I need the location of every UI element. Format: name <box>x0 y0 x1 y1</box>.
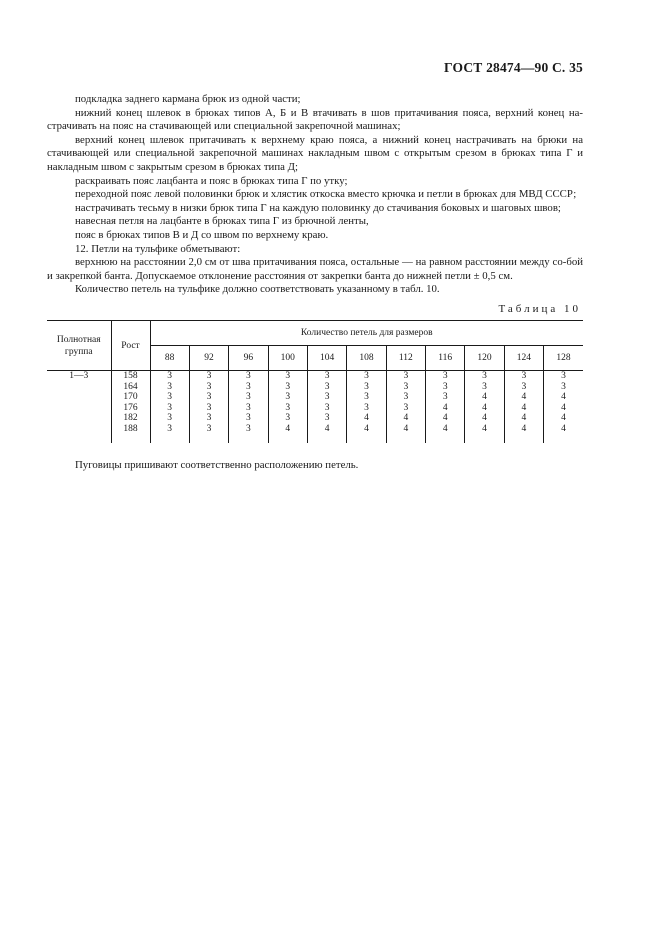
cell-value: 3 <box>167 402 173 413</box>
cell-value: 3 <box>167 371 173 381</box>
paragraph: нижний конец шлевок в брюках типов А, Б и В втачивать в шов притачивания пояса, верхний конец на-страчивать на пояс на стачивающей или специальной закрепочной машинах; <box>47 106 583 133</box>
table-cell <box>268 371 307 444</box>
cell-value: 4 <box>403 423 409 434</box>
cell-value: 3 <box>324 392 330 403</box>
table-row <box>47 371 583 444</box>
table-cell <box>386 371 425 444</box>
cell-value: 3 <box>206 392 212 403</box>
cell-value: 3 <box>561 371 566 381</box>
table-cell <box>229 371 268 444</box>
size-header: 104 <box>307 346 346 371</box>
cell-value: 3 <box>521 381 527 392</box>
paragraph: навесная петля на лацбанте в брюках типа Г из брючной ленты, <box>75 215 369 228</box>
cell-value: 3 <box>324 371 330 381</box>
table-cell <box>504 371 543 444</box>
cell-value: 3 <box>246 371 251 381</box>
paragraph: раскраивать пояс лацбанта и пояс в брюках типа Г по утку; <box>75 174 348 187</box>
cell-value: 3 <box>206 381 212 392</box>
cell-value: 3 <box>364 392 369 403</box>
cell-value: 3 <box>285 392 291 403</box>
paragraph: настрачивать тесьму в низки брюк типа Г на каждую половинку до стачивания боковых и шаговых швов; <box>75 201 561 214</box>
cell-value: 3 <box>246 381 251 392</box>
size-header: 124 <box>504 346 543 371</box>
paragraph: верхний конец шлевок притачивать к верхнему краю пояса, а нижний конец настрачивать на брюки на стачивающей или специальной закрепочной машинах накладным швом с открытым срезом в брюках типа Г и накладным швом с закрытым срезом в брюках типа Д; <box>47 133 583 173</box>
cell-value: 4 <box>482 423 487 434</box>
cell-value: 3 <box>442 381 448 392</box>
table-cell <box>189 371 228 444</box>
cell-value: 4 <box>521 392 527 403</box>
paragraph: Пуговицы пришивают соответственно расположению петель. <box>75 459 359 471</box>
paragraph: Количество петель на тульфике должно соответствовать указанному в табл. 10. <box>75 283 440 296</box>
cell-value: 3 <box>521 371 527 381</box>
cell-value: 4 <box>482 392 487 403</box>
size-header: 108 <box>347 346 386 371</box>
table-caption: Таблица 10 <box>498 303 581 315</box>
cell-value: 3 <box>206 402 212 413</box>
cell-value: 3 <box>403 402 409 413</box>
table-cell <box>544 371 583 444</box>
cell-value: 3 <box>442 371 448 381</box>
size-header: 120 <box>465 346 504 371</box>
cell-value: 4 <box>403 413 409 424</box>
cell-value: 3 <box>403 381 409 392</box>
cell-value: 4 <box>482 413 487 424</box>
cell-value: 4 <box>482 402 487 413</box>
cell-value: 4 <box>285 423 291 434</box>
cell-value: 4 <box>561 402 566 413</box>
table-cell <box>150 371 189 444</box>
cell-value: 3 <box>482 371 487 381</box>
cell-value: 4 <box>521 423 527 434</box>
size-header: 112 <box>386 346 425 371</box>
table-cell <box>426 371 465 444</box>
size-header: 92 <box>189 346 228 371</box>
cell-value: 4 <box>442 413 448 424</box>
cell-value: 4 <box>561 392 566 403</box>
cell-value: 4 <box>442 402 448 413</box>
buttonhole-table <box>47 320 583 443</box>
cell-value: 3 <box>285 402 291 413</box>
cell-value: 3 <box>246 392 251 403</box>
cell-value: 182 <box>123 413 138 424</box>
size-header: 88 <box>150 346 189 371</box>
cell-value: 3 <box>167 392 173 403</box>
table-cell <box>111 371 150 444</box>
table-cell <box>307 371 346 444</box>
cell-value: 3 <box>206 371 212 381</box>
table-cell <box>465 371 504 444</box>
paragraph: подкладка заднего кармана брюк из одной части; <box>75 93 301 105</box>
cell-value: 3 <box>403 371 409 381</box>
cell-value: 188 <box>123 423 138 434</box>
cell-value: 3 <box>167 413 173 424</box>
cell-value: 3 <box>561 381 566 392</box>
cell-value: 3 <box>403 392 409 403</box>
cell-value: 4 <box>561 413 566 424</box>
size-header: 128 <box>544 346 583 371</box>
cell-value: 158 <box>123 371 138 381</box>
paragraph: переходной пояс левой половинки брюк и хлястик откоска вместо крючка и петли в брюках для МВД СССР; <box>75 188 577 201</box>
cell-value: 3 <box>364 371 369 381</box>
group-value: 1—3 <box>47 371 111 444</box>
col-header-group: Полнотная группа <box>47 321 111 371</box>
cell-value: 3 <box>285 381 291 392</box>
cell-value: 3 <box>324 402 330 413</box>
cell-value: 164 <box>123 381 138 392</box>
cell-value: 3 <box>246 423 251 434</box>
cell-value: 3 <box>167 423 173 434</box>
page-header: ГОСТ 28474—90 С. 35 <box>444 60 583 75</box>
cell-value: 3 <box>285 413 291 424</box>
cell-value: 3 <box>482 381 487 392</box>
paragraph: верхнюю на расстоянии 2,0 см от шва притачивания пояса, остальные — на равном расстоянии между со-бой и закрепкой банта. Допускаемое отклонение расстояния от закрепки банта до нижней петли ± 0,5 см. <box>47 256 583 282</box>
footer-text <box>47 459 583 471</box>
section-heading: 12. Петли на тульфике обметывают: <box>75 242 241 255</box>
cell-value: 3 <box>246 413 251 424</box>
table-cell <box>347 371 386 444</box>
cell-value: 4 <box>442 423 448 434</box>
cell-value: 4 <box>324 423 330 434</box>
cell-value: 3 <box>206 413 212 424</box>
cell-value: 3 <box>206 423 212 434</box>
cell-value: 4 <box>364 413 369 424</box>
cell-value: 4 <box>561 423 566 434</box>
cell-value: 4 <box>521 402 527 413</box>
cell-value: 3 <box>364 402 369 413</box>
cell-value: 3 <box>246 402 251 413</box>
cell-value: 170 <box>123 392 138 403</box>
cell-value: 4 <box>521 413 527 424</box>
cell-value: 3 <box>324 413 330 424</box>
cell-value: 3 <box>442 392 448 403</box>
size-header: 96 <box>229 346 268 371</box>
cell-value: 3 <box>324 381 330 392</box>
body-text <box>47 93 583 297</box>
cell-value: 4 <box>364 423 369 434</box>
size-header: 100 <box>268 346 307 371</box>
cell-value: 3 <box>364 381 369 392</box>
cell-value: 3 <box>167 381 173 392</box>
col-header-sizes: Количество петель для размеров <box>300 328 433 338</box>
size-header: 116 <box>426 346 465 371</box>
cell-value: 176 <box>123 402 138 413</box>
cell-value: 3 <box>285 371 291 381</box>
col-header-height: Рост <box>111 321 150 371</box>
paragraph: пояс в брюках типов В и Д со швом по верхнему краю. <box>75 228 329 241</box>
